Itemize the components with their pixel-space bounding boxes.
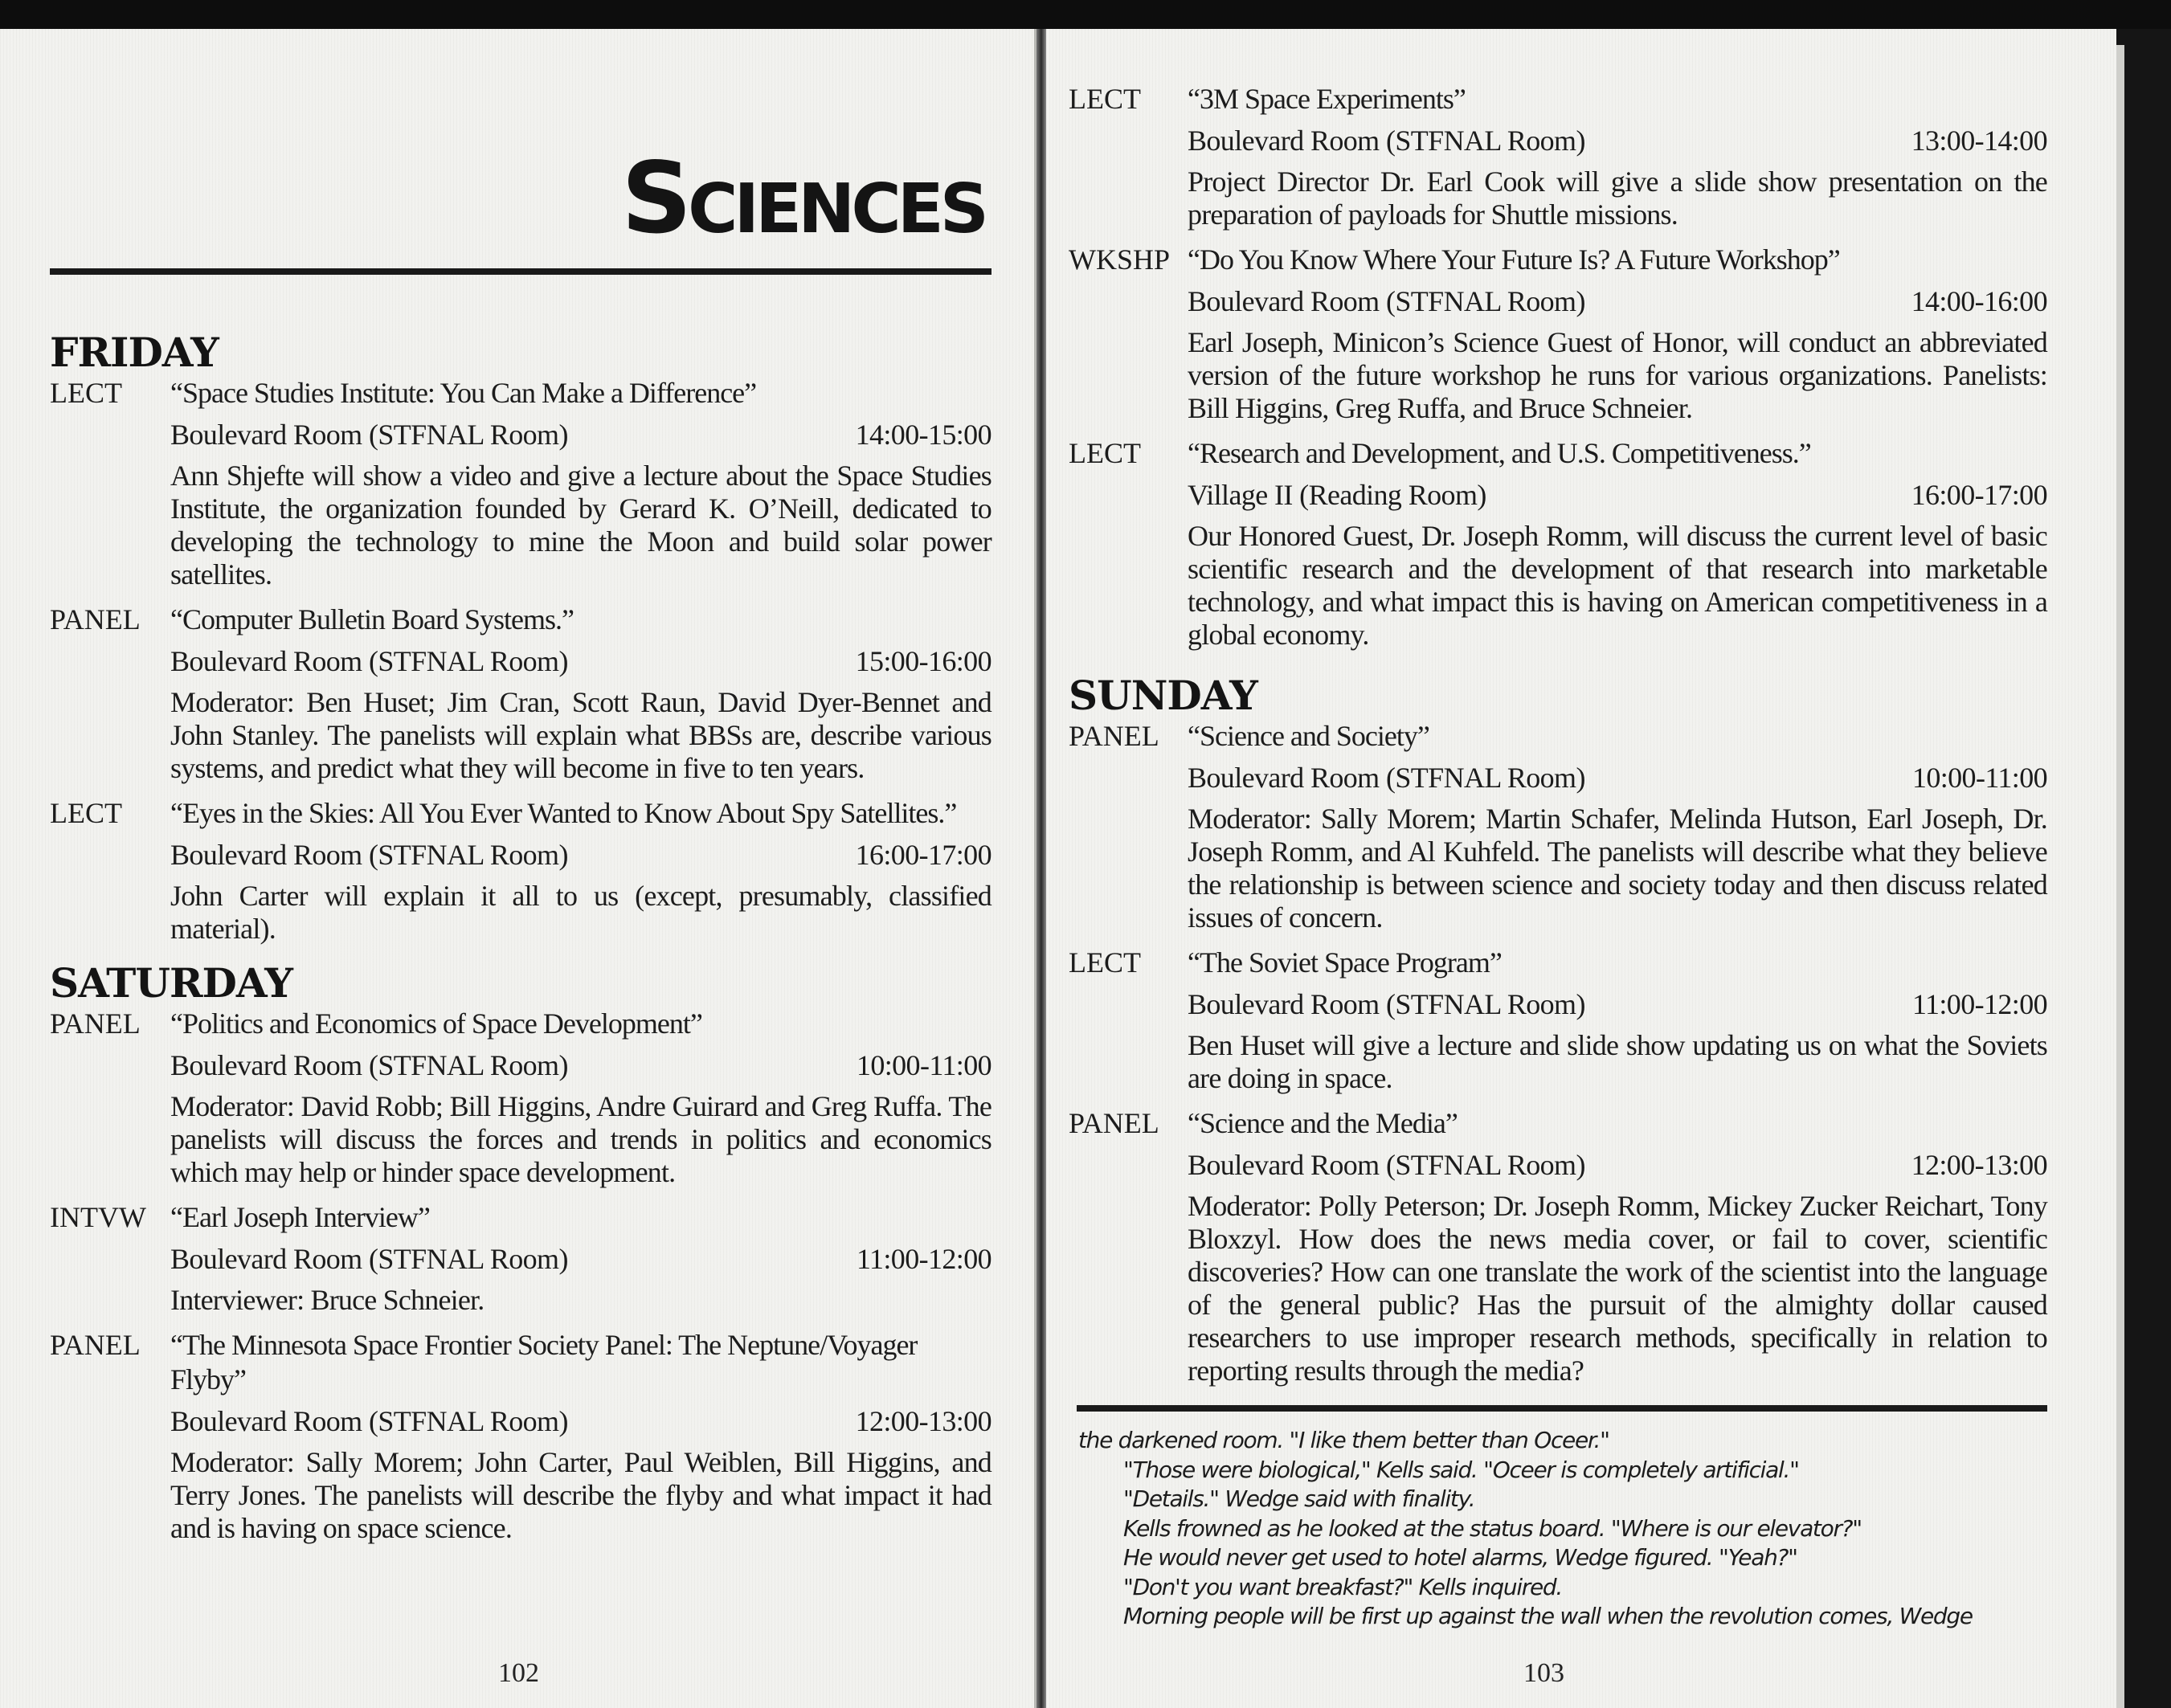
event-description: Our Honored Guest, Dr. Joseph Romm, will discuss the current level of basic scientific research and the development of that research into marketable technology, and what impact this is having on American competitiveness in a global economy.: [1188, 520, 2047, 651]
event-description: Moderator: Polly Peterson; Dr. Joseph Romm, Mickey Zucker Reichart, Tony Bloxzyl. How does the news media cover, or fail to cover, scientific discoveries? How can one translate the work of the scientist into the language of the general public? Has the pursuit of the almighty dollar caused researchers to use improper research methods, specifically in relation to reporting results through the media?: [1188, 1190, 2047, 1387]
title-block: [50, 29, 991, 270]
schedule-entry: [50, 796, 991, 946]
event-time: 12:00-13:00: [855, 1405, 991, 1437]
event-title: “Space Studies Institute: You Can Make a Difference”: [170, 377, 757, 409]
schedule-entry: [1069, 946, 2047, 1095]
event-title: “The Soviet Space Program”: [1188, 946, 1502, 979]
event-location: Boulevard Room (STFNAL Room): [170, 1049, 568, 1081]
event-type: LECT: [1069, 437, 1141, 469]
event-body: [1188, 82, 2047, 231]
event-location-row: [170, 838, 991, 872]
right-page: [1046, 29, 2116, 1708]
event-title: “Science and the Media”: [1188, 1107, 1458, 1139]
event-location: Boulevard Room (STFNAL Room): [170, 645, 568, 677]
event-location-row: [170, 418, 991, 452]
event-location: Boulevard Room (STFNAL Room): [1188, 1149, 1585, 1181]
event-location: Boulevard Room (STFNAL Room): [170, 1243, 568, 1275]
event-title: “The Minnesota Space Frontier Society Panel: The Neptune/Voyager Flyby”: [170, 1329, 918, 1395]
heading-rule: [50, 268, 991, 275]
schedule-entry: [1069, 82, 2047, 231]
event-time: 13:00-14:00: [1911, 125, 2047, 157]
left-page: [0, 29, 1036, 1708]
event-description: Project Director Dr. Earl Cook will give a slide show presentation on the preparation of payloads for Shuttle missions.: [1188, 165, 2047, 231]
event-location-row: [1188, 761, 2047, 795]
event-title: “Do You Know Where Your Future Is? A Future Workshop”: [1188, 243, 1840, 276]
event-location-row: [1188, 478, 2047, 513]
event-type: PANEL: [1069, 1107, 1159, 1139]
event-body: [170, 603, 991, 785]
event-description: Moderator: Sally Morem; Martin Schafer, Melinda Hutson, Earl Joseph, Dr. Joseph Romm, and Al Kuhfeld. The panelists will describe what they believe the relationship is between science and society today and then discuss related issues of concern.: [1188, 803, 2047, 934]
event-body: [1188, 946, 2047, 1095]
event-time: 16:00-17:00: [855, 839, 991, 871]
event-location: Boulevard Room (STFNAL Room): [170, 419, 568, 451]
event-title: “Research and Development, and U.S. Competitiveness.”: [1188, 437, 1811, 469]
event-title: “3M Space Experiments”: [1188, 83, 1466, 115]
story-line: "Details." Wedge said with finality.: [1123, 1485, 1475, 1512]
event-type: PANEL: [1069, 720, 1159, 752]
day-heading-saturday: SATURDAY: [50, 959, 292, 1007]
event-location-row: [170, 1242, 991, 1277]
event-body: [170, 1007, 991, 1189]
event-title: “Science and Society”: [1188, 720, 1429, 752]
event-time: 10:00-11:00: [1911, 762, 2047, 794]
event-time: 16:00-17:00: [1911, 479, 2047, 511]
event-type: PANEL: [50, 603, 141, 635]
story-line: "Don't you want breakfast?" Kells inquired.: [1123, 1573, 1563, 1600]
event-description: Moderator: Sally Morem; John Carter, Paul Weiblen, Bill Higgins, and Terry Jones. The panelists will describe the flyby and what impact it had and is having on space science.: [170, 1446, 991, 1544]
event-location: Boulevard Room (STFNAL Room): [1188, 285, 1585, 317]
event-location: Boulevard Room (STFNAL Room): [1188, 762, 1585, 794]
schedule-entry: [50, 376, 991, 591]
story-divider-rule: [1077, 1405, 2047, 1412]
event-title: “Politics and Economics of Space Development”: [170, 1007, 702, 1040]
event-title: “Earl Joseph Interview”: [170, 1201, 430, 1233]
event-time: 15:00-16:00: [855, 645, 991, 677]
event-time: 11:00-12:00: [856, 1243, 991, 1275]
event-description: John Carter will explain it all to us (except, presumably, classified material).: [170, 880, 991, 945]
event-location: Boulevard Room (STFNAL Room): [170, 1405, 568, 1437]
schedule-entry: [1069, 436, 2047, 652]
event-type: LECT: [1069, 83, 1141, 115]
event-location-row: [1188, 124, 2047, 158]
event-type: INTVW: [50, 1201, 146, 1233]
event-body: [170, 796, 991, 946]
scan-top-edge: [0, 0, 2171, 29]
event-type: PANEL: [50, 1007, 141, 1040]
right-page-column: [1069, 79, 2047, 1632]
day-heading-friday: FRIDAY: [50, 329, 219, 376]
story-line: Kells frowned as he looked at the status board. "Where is our elevator?": [1123, 1514, 1862, 1542]
event-body: [170, 376, 991, 591]
event-title: “Computer Bulletin Board Systems.”: [170, 603, 574, 635]
book-page-edge: [2116, 45, 2124, 1708]
event-description: Earl Joseph, Minicon’s Science Guest of Honor, will conduct an abbreviated version of the future workshop he runs for various organizations. Panelists: Bill Higgins, Greg Ruffa, and Bruce Schneier.: [1188, 326, 2047, 424]
event-body: [1188, 1106, 2047, 1387]
event-time: 14:00-16:00: [1911, 285, 2047, 317]
event-time: 14:00-15:00: [855, 419, 991, 451]
story-excerpt: [1078, 1426, 2047, 1632]
event-body: [1188, 436, 2047, 652]
event-location-row: [1188, 284, 2047, 319]
event-time: 11:00-12:00: [1911, 988, 2047, 1020]
event-time: 10:00-11:00: [856, 1049, 991, 1081]
schedule-entry: [50, 1007, 991, 1189]
event-description: Moderator: David Robb; Bill Higgins, Andre Guirard and Greg Ruffa. The panelists will discuss the forces and trends in politics and economics which may help or hinder space development.: [170, 1090, 991, 1188]
event-location: Boulevard Room (STFNAL Room): [170, 839, 568, 871]
book-gutter: [1036, 29, 1046, 1708]
event-type: LECT: [50, 797, 122, 829]
event-type: PANEL: [50, 1329, 141, 1361]
story-line: Morning people will be first up against the wall when the revolution comes, Wedge: [1123, 1603, 1973, 1629]
schedule-entry: [50, 1328, 991, 1545]
event-location-row: [170, 1404, 991, 1439]
story-line: the darkened room. "I like them better than Oceer.": [1078, 1427, 1609, 1453]
event-time: 12:00-13:00: [1911, 1149, 2047, 1181]
event-location-row: [170, 644, 991, 679]
schedule-entry: [1069, 719, 2047, 934]
event-location: Boulevard Room (STFNAL Room): [1188, 125, 1585, 157]
event-type: LECT: [50, 377, 122, 409]
schedule-entry: [50, 1200, 991, 1317]
page-number: 102: [498, 1658, 539, 1688]
event-body: [1188, 719, 2047, 934]
event-location-row: [1188, 1148, 2047, 1183]
event-type: WKSHP: [1069, 243, 1171, 276]
event-description: Ann Shjefte will show a video and give a lecture about the Space Studies Institute, the organization founded by Gerard K. O’Neill, dedicated to developing the technology to mine the Moon and build solar power satellites.: [170, 460, 991, 590]
schedule-entry: [1069, 243, 2047, 425]
story-line: "Those were biological," Kells said. "Oceer is completely artificial.": [1123, 1456, 1799, 1483]
event-body: [170, 1328, 991, 1545]
event-description: Moderator: Ben Huset; Jim Cran, Scott Raun, David Dyer-Bennet and John Stanley. The panelists will explain what BBSs are, describe various systems, and predict what they will become in five to ten years.: [170, 686, 991, 784]
event-title: “Eyes in the Skies: All You Ever Wanted to Know About Spy Satellites.”: [170, 797, 957, 829]
event-description: Ben Huset will give a lecture and slide show updating us on what the Soviets are doing in space.: [1188, 1029, 2047, 1094]
event-body: [1188, 243, 2047, 425]
event-body: [170, 1200, 991, 1317]
schedule-entry: [1069, 1106, 2047, 1387]
event-description: Interviewer: Bruce Schneier.: [170, 1284, 484, 1316]
page-number: 103: [1523, 1658, 1564, 1688]
event-location: Village II (Reading Room): [1188, 479, 1486, 511]
story-line: He would never get used to hotel alarms, Wedge figured. "Yeah?": [1123, 1544, 1797, 1571]
left-page-column: [50, 29, 991, 1545]
event-location-row: [1188, 987, 2047, 1022]
day-heading-sunday: SUNDAY: [1069, 672, 1257, 719]
event-type: LECT: [1069, 946, 1141, 979]
event-location-row: [170, 1048, 991, 1083]
page-heading: Sciences: [621, 141, 985, 255]
schedule-entry: [50, 603, 991, 785]
event-location: Boulevard Room (STFNAL Room): [1188, 988, 1585, 1020]
